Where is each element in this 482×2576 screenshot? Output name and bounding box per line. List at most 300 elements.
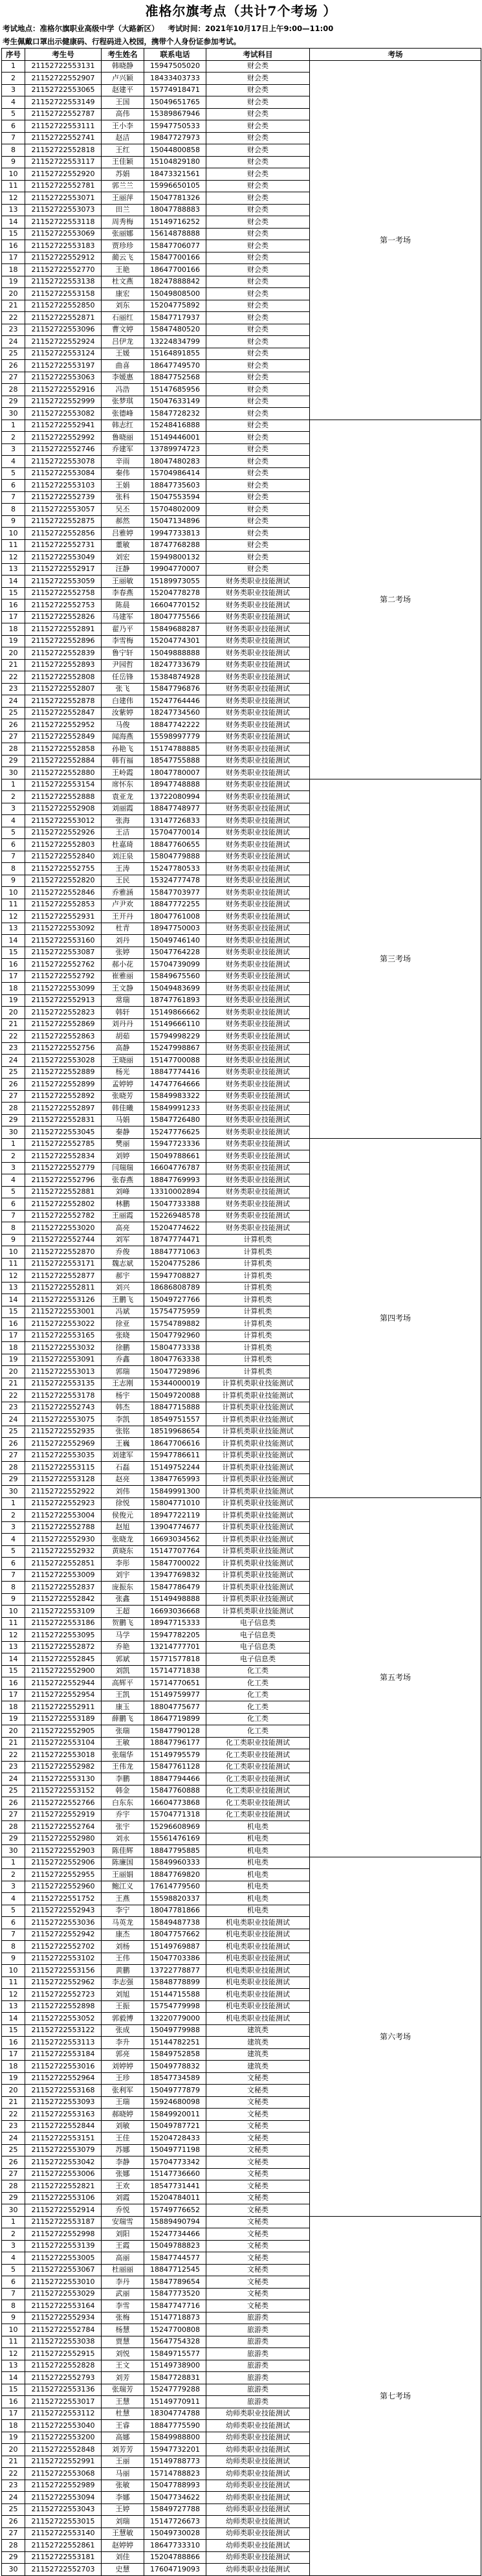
- phone-cell: 15049727766: [144, 1294, 206, 1306]
- table-row: [2, 1497, 481, 1510]
- name-cell: 王霞: [102, 2240, 144, 2252]
- name-cell: 王国: [102, 96, 144, 109]
- seq-cell: 22: [2, 1749, 25, 1762]
- candidate-id-cell: 21152722553128: [25, 1473, 102, 1486]
- name-cell: 席怀东: [102, 779, 144, 791]
- candidate-id-cell: 21152722553112: [25, 2408, 102, 2420]
- exam-time: 考试时间：2021年10月17日上午9:00—11:00: [168, 24, 334, 33]
- seq-cell: 9: [2, 156, 25, 168]
- seq-cell: 1: [2, 60, 25, 73]
- name-cell: 刘东: [102, 300, 144, 312]
- subject-cell: 文秘类: [206, 2204, 310, 2217]
- phone-cell: 18047780007: [144, 767, 206, 779]
- name-cell: 刘丽霞: [102, 803, 144, 815]
- candidate-id-cell: 21152722552923: [25, 1497, 102, 1510]
- name-cell: 李升: [102, 2037, 144, 2049]
- candidate-id-cell: 21152722552877: [25, 1270, 102, 1282]
- candidate-id-cell: 21152722552739: [25, 491, 102, 504]
- phone-cell: 18647719899: [144, 1713, 206, 1725]
- subject-cell: 财会类: [206, 480, 310, 492]
- table-row: [2, 420, 481, 432]
- phone-cell: 18847794466: [144, 1773, 206, 1786]
- phone-cell: 15204775286: [144, 1258, 206, 1270]
- subject-cell: 文秘类: [206, 2240, 310, 2252]
- phone-cell: 15047781326: [144, 192, 206, 205]
- seq-cell: 19: [2, 1713, 25, 1725]
- phone-cell: 15049787721: [144, 2120, 206, 2133]
- phone-cell: 16604770152: [144, 599, 206, 612]
- phone-cell: 18647700166: [144, 264, 206, 276]
- seq-cell: 18: [2, 623, 25, 636]
- seq-cell: 30: [2, 2564, 25, 2576]
- candidate-id-cell: 21152722553139: [25, 2240, 102, 2252]
- phone-cell: 15049651765: [144, 96, 206, 109]
- phone-cell: 15049808500: [144, 288, 206, 300]
- name-cell: 李志强: [102, 1977, 144, 1989]
- seq-cell: 3: [2, 1521, 25, 1534]
- seq-cell: 10: [2, 1965, 25, 1977]
- name-cell: 乔鑫: [102, 1354, 144, 1366]
- subject-cell: 幼师类职业技能测试: [206, 2408, 310, 2420]
- subject-cell: 财会类: [206, 168, 310, 181]
- name-cell: 徐鹏: [102, 1342, 144, 1354]
- name-cell: 刘丹: [102, 935, 144, 947]
- name-cell: 王珍: [102, 2072, 144, 2085]
- name-cell: 樊丽: [102, 1138, 144, 1150]
- name-cell: 魏志斌: [102, 1258, 144, 1270]
- candidate-id-cell: 21152722552920: [25, 168, 102, 181]
- candidate-id-cell: 21152722552702: [25, 1941, 102, 1953]
- candidate-id-cell: 21152722552962: [25, 1977, 102, 1989]
- phone-cell: 15226948578: [144, 1210, 206, 1222]
- header-seq: 序号: [2, 49, 25, 61]
- name-cell: 韩志红: [102, 420, 144, 432]
- candidate-id-cell: 21152722553104: [25, 1737, 102, 1749]
- seq-cell: 16: [2, 959, 25, 971]
- seq-cell: 17: [2, 2408, 25, 2420]
- table-header-row: [2, 49, 481, 61]
- subject-cell: 财会类: [206, 360, 310, 372]
- seq-cell: 16: [2, 599, 25, 612]
- document-title: 准格尔旗考点（共计7个考场 ）: [145, 3, 337, 19]
- phone-cell: 18947722119: [144, 1510, 206, 1522]
- phone-cell: 15848778899: [144, 1977, 206, 1989]
- phone-cell: 15889490794: [144, 2216, 206, 2228]
- candidate-id-cell: 21152722552846: [25, 887, 102, 899]
- candidate-id-cell: 21152722553200: [25, 2432, 102, 2444]
- phone-cell: 13147726833: [144, 815, 206, 827]
- seq-cell: 29: [2, 2551, 25, 2564]
- subject-cell: 建筑类: [206, 2024, 310, 2037]
- seq-cell: 18: [2, 2061, 25, 2073]
- name-cell: 王晓丽: [102, 1055, 144, 1067]
- phone-cell: 18847769993: [144, 1174, 206, 1187]
- name-cell: 安瑞雪: [102, 2216, 144, 2228]
- phone-cell: 15149866662: [144, 1007, 206, 1019]
- candidate-id-cell: 21152722552917: [25, 563, 102, 576]
- seq-cell: 4: [2, 1534, 25, 1546]
- candidate-id-cell: 21152722552844: [25, 2120, 102, 2133]
- phone-cell: 15714770651: [144, 1677, 206, 1690]
- phone-cell: 18747768288: [144, 539, 206, 552]
- seq-cell: 10: [2, 1606, 25, 1618]
- subject-cell: 化工类职业技能测试: [206, 1749, 310, 1762]
- seq-cell: 21: [2, 659, 25, 671]
- name-cell: 王文: [102, 2360, 144, 2372]
- seq-cell: 18: [2, 1342, 25, 1354]
- name-cell: 王超: [102, 1606, 144, 1618]
- candidate-id-cell: 21152722553078: [25, 456, 102, 468]
- phone-cell: 15771577818: [144, 1653, 206, 1666]
- name-cell: 张海: [102, 815, 144, 827]
- candidate-id-cell: 21152722552834: [25, 1150, 102, 1163]
- name-cell: 赵亮: [102, 1473, 144, 1486]
- name-cell: 王敏: [102, 1737, 144, 1749]
- name-cell: 杜丽丽: [102, 2264, 144, 2276]
- seq-cell: 3: [2, 2240, 25, 2252]
- name-cell: 王红: [102, 144, 144, 157]
- phone-cell: 15149788773: [144, 2456, 206, 2468]
- name-cell: 刘杨: [102, 1941, 144, 1953]
- name-cell: 乔建军: [102, 443, 144, 456]
- seq-cell: 5: [2, 1905, 25, 1917]
- seq-cell: 1: [2, 1138, 25, 1150]
- name-cell: 刘峰: [102, 1186, 144, 1198]
- phone-cell: 15049778832: [144, 2061, 206, 2073]
- seq-cell: 11: [2, 2336, 25, 2348]
- name-cell: 张成: [102, 2024, 144, 2037]
- seq-cell: 14: [2, 216, 25, 229]
- candidate-id-cell: 21152722552980: [25, 1833, 102, 1845]
- candidate-id-cell: 21152722553059: [25, 576, 102, 588]
- candidate-id-cell: 21152722553015: [25, 2516, 102, 2528]
- seq-cell: 5: [2, 1545, 25, 1558]
- seq-cell: 9: [2, 1234, 25, 1246]
- seq-cell: 4: [2, 1893, 25, 1905]
- subject-cell: 化工类: [206, 1677, 310, 1690]
- seq-cell: 30: [2, 1126, 25, 1139]
- candidate-id-cell: 21152722552743: [25, 1402, 102, 1414]
- name-cell: 王佳: [102, 2133, 144, 2145]
- name-cell: 高伟: [102, 108, 144, 120]
- phone-cell: 13722778877: [144, 1965, 206, 1977]
- subject-cell: 财务类职业技能测试: [206, 671, 310, 684]
- candidate-id-cell: 21152722553005: [25, 2252, 102, 2265]
- phone-cell: 15344000019: [144, 1378, 206, 1390]
- name-cell: 李娜: [102, 2492, 144, 2504]
- subject-cell: 计算机类: [206, 1246, 310, 1259]
- name-cell: 薛鹏飞: [102, 1713, 144, 1725]
- subject-cell: 财会类: [206, 408, 310, 420]
- candidate-id-cell: 21152722552872: [25, 1641, 102, 1653]
- name-cell: 张晓: [102, 1330, 144, 1342]
- name-cell: 刘军: [102, 1234, 144, 1246]
- candidate-id-cell: 21152722553096: [25, 324, 102, 336]
- subject-cell: 机电类: [206, 1881, 310, 1893]
- candidate-id-cell: 21152722553029: [25, 2288, 102, 2300]
- candidate-id-cell: 21152722553040: [25, 2420, 102, 2432]
- phone-cell: 18519968654: [144, 1426, 206, 1438]
- seq-cell: 17: [2, 252, 25, 264]
- name-cell: 苏娟: [102, 168, 144, 181]
- phone-cell: 15248416888: [144, 420, 206, 432]
- candidate-id-cell: 21152722552840: [25, 851, 102, 863]
- candidate-id-cell: 21152722552875: [25, 515, 102, 528]
- phone-cell: 15849688287: [144, 623, 206, 636]
- candidate-id-cell: 21152722552935: [25, 1426, 102, 1438]
- phone-cell: 15047788993: [144, 2480, 206, 2492]
- name-cell: 崔雅丽: [102, 970, 144, 983]
- seq-cell: 2: [2, 432, 25, 444]
- candidate-id-cell: 21152722552913: [25, 994, 102, 1007]
- subject-cell: 机电类职业技能测试: [206, 2000, 310, 2013]
- exam-room-cell: 第五考场: [310, 1497, 481, 1857]
- candidate-id-cell: 21152722552820: [25, 875, 102, 887]
- seq-cell: 1: [2, 2216, 25, 2228]
- phone-cell: 15849752858: [144, 2048, 206, 2061]
- candidate-id-cell: 21152722552784: [25, 2324, 102, 2336]
- seq-cell: 15: [2, 1306, 25, 1318]
- subject-cell: 计算机类职业技能测试: [206, 1510, 310, 1522]
- candidate-id-cell: 21152722553043: [25, 2503, 102, 2516]
- name-cell: 高静: [102, 1042, 144, 1055]
- phone-cell: 18047775566: [144, 611, 206, 623]
- name-cell: 王开丹: [102, 911, 144, 923]
- candidate-id-cell: 21152722553135: [25, 1378, 102, 1390]
- candidate-id-cell: 21152722552991: [25, 2456, 102, 2468]
- subject-cell: 文秘类: [206, 2228, 310, 2241]
- candidate-id-cell: 21152722553012: [25, 815, 102, 827]
- seq-cell: 23: [2, 2120, 25, 2133]
- candidate-id-cell: 21152722552851: [25, 1558, 102, 1570]
- subject-cell: 财务类职业技能测试: [206, 935, 310, 947]
- seq-cell: 26: [2, 1079, 25, 1091]
- candidate-id-cell: 21152722552731: [25, 539, 102, 552]
- candidate-id-cell: 21152722553151: [25, 2133, 102, 2145]
- seq-cell: 18: [2, 2420, 25, 2432]
- name-cell: 刘佳: [102, 2551, 144, 2564]
- name-cell: 吴丕: [102, 504, 144, 516]
- candidate-id-cell: 21152722552808: [25, 671, 102, 684]
- phone-cell: 15847773520: [144, 2288, 206, 2300]
- seq-cell: 18: [2, 264, 25, 276]
- phone-cell: 18547755888: [144, 755, 206, 767]
- candidate-id-cell: 21152722553130: [25, 1773, 102, 1786]
- name-cell: 吕伊龙: [102, 336, 144, 348]
- subject-cell: 计算机类: [206, 1366, 310, 1378]
- subject-cell: 建筑类: [206, 2061, 310, 2073]
- subject-cell: 财会类: [206, 288, 310, 300]
- candidate-id-cell: 21152722553049: [25, 552, 102, 564]
- candidate-id-cell: 21152722552915: [25, 2348, 102, 2360]
- phone-cell: 15247734466: [144, 2228, 206, 2241]
- seq-cell: 23: [2, 324, 25, 336]
- subject-cell: 计算机类职业技能测试: [206, 1545, 310, 1558]
- subject-cell: 财务类职业技能测试: [206, 887, 310, 899]
- subject-cell: 机电类职业技能测试: [206, 1977, 310, 1989]
- candidate-id-cell: 21152722553152: [25, 1785, 102, 1797]
- phone-cell: 15849675560: [144, 970, 206, 983]
- name-cell: 王媛: [102, 348, 144, 360]
- header-phone: 联系电话: [144, 49, 206, 61]
- seq-cell: 27: [2, 372, 25, 384]
- subject-cell: 电子信息类: [206, 1641, 310, 1653]
- roster-body: [2, 60, 481, 2575]
- seq-cell: 2: [2, 1510, 25, 1522]
- subject-cell: 旅游类: [206, 2324, 310, 2336]
- name-cell: 蔺云飞: [102, 252, 144, 264]
- seq-cell: 3: [2, 84, 25, 96]
- name-cell: 苏娜: [102, 2144, 144, 2156]
- candidate-id-cell: 21152722553057: [25, 504, 102, 516]
- seq-cell: 2: [2, 2228, 25, 2241]
- subject-cell: 财务类职业技能测试: [206, 1138, 310, 1150]
- seq-cell: 6: [2, 480, 25, 492]
- seq-cell: 5: [2, 1186, 25, 1198]
- candidate-id-cell: 21152722552861: [25, 2540, 102, 2552]
- name-cell: 董敏: [102, 539, 144, 552]
- seq-cell: 19: [2, 635, 25, 647]
- name-cell: 常瑞: [102, 994, 144, 1007]
- candidate-id-cell: 21152722552758: [25, 587, 102, 599]
- seq-cell: 11: [2, 1258, 25, 1270]
- phone-cell: 18647706616: [144, 1438, 206, 1450]
- name-cell: 周秀梅: [102, 216, 144, 229]
- seq-cell: 8: [2, 144, 25, 157]
- phone-cell: 18304774788: [144, 2408, 206, 2420]
- subject-cell: 财务类职业技能测试: [206, 851, 310, 863]
- seq-cell: 2: [2, 73, 25, 85]
- candidate-id-cell: 21152722552931: [25, 911, 102, 923]
- candidate-id-cell: 21152722552842: [25, 1593, 102, 1606]
- phone-cell: 17604719093: [144, 2564, 206, 2576]
- name-cell: 卢兴颖: [102, 73, 144, 85]
- name-cell: 马学: [102, 1630, 144, 1642]
- candidate-id-cell: 21152722552811: [25, 1282, 102, 1294]
- subject-cell: 财务类职业技能测试: [206, 815, 310, 827]
- seq-cell: 20: [2, 1007, 25, 1019]
- phone-cell: 15849991300: [144, 1486, 206, 1498]
- phone-cell: 15754779998: [144, 2000, 206, 2013]
- seq-cell: 21: [2, 300, 25, 312]
- phone-cell: 18847748977: [144, 803, 206, 815]
- subject-cell: 计算机类: [206, 1234, 310, 1246]
- phone-cell: 15849920011: [144, 2109, 206, 2121]
- subject-cell: 文秘类: [206, 2180, 310, 2193]
- subject-cell: 文秘类: [206, 2133, 310, 2145]
- candidate-id-cell: 21152722552847: [25, 707, 102, 719]
- seq-cell: 20: [2, 647, 25, 660]
- candidate-id-cell: 21152722552871: [25, 312, 102, 324]
- phone-cell: 18247734560: [144, 707, 206, 719]
- subject-cell: 财会类: [206, 132, 310, 144]
- seq-cell: 13: [2, 2360, 25, 2372]
- candidate-id-cell: 21152722552766: [25, 1797, 102, 1809]
- subject-cell: 机电类: [206, 1869, 310, 1881]
- phone-cell: 15704773342: [144, 2156, 206, 2169]
- name-cell: 孟婷婷: [102, 1079, 144, 1091]
- phone-cell: 15147726673: [144, 2516, 206, 2528]
- candidate-id-cell: 21152722553163: [25, 2109, 102, 2121]
- candidate-id-cell: 21152722553006: [25, 2168, 102, 2180]
- name-cell: 王鹏飞: [102, 1294, 144, 1306]
- name-cell: 卢尹欢: [102, 899, 144, 911]
- seq-cell: 15: [2, 1665, 25, 1677]
- phone-cell: 15049777879: [144, 2085, 206, 2097]
- phone-cell: 15614878888: [144, 228, 206, 240]
- phone-cell: 15049746140: [144, 935, 206, 947]
- seq-cell: 14: [2, 2372, 25, 2384]
- seq-cell: 27: [2, 2527, 25, 2540]
- seq-cell: 14: [2, 935, 25, 947]
- candidate-id-cell: 21152722553168: [25, 2085, 102, 2097]
- name-cell: 石磊: [102, 1462, 144, 1474]
- seq-cell: 24: [2, 1414, 25, 1426]
- phone-cell: 15149769887: [144, 1941, 206, 1953]
- seq-cell: 10: [2, 168, 25, 181]
- candidate-id-cell: 21152722552891: [25, 623, 102, 636]
- candidate-id-cell: 21152722553117: [25, 156, 102, 168]
- name-cell: 郭瑞: [102, 1366, 144, 1378]
- seq-cell: 20: [2, 288, 25, 300]
- subject-cell: 财务类职业技能测试: [206, 899, 310, 911]
- candidate-id-cell: 21152722553160: [25, 935, 102, 947]
- seq-cell: 6: [2, 1917, 25, 1929]
- table-row: [2, 2216, 481, 2228]
- phone-cell: 15924680098: [144, 2096, 206, 2109]
- seq-cell: 15: [2, 2024, 25, 2037]
- candidate-id-cell: 21152722552753: [25, 599, 102, 612]
- seq-cell: 8: [2, 1941, 25, 1953]
- candidate-id-cell: 21152722552914: [25, 2204, 102, 2217]
- name-cell: 王慧: [102, 2396, 144, 2408]
- subject-cell: 财会类: [206, 96, 310, 109]
- phone-cell: 15047733388: [144, 1198, 206, 1211]
- table-row: [2, 1857, 481, 1869]
- name-cell: 石丽红: [102, 312, 144, 324]
- subject-cell: 机电类: [206, 1821, 310, 1833]
- subject-cell: 计算机类职业技能测试: [206, 1606, 310, 1618]
- subject-cell: 财会类: [206, 240, 310, 252]
- subject-cell: 财务类职业技能测试: [206, 1114, 310, 1126]
- candidate-id-cell: 21152722552764: [25, 1821, 102, 1833]
- candidate-id-cell: 21152722552856: [25, 528, 102, 540]
- name-cell: 闻海燕: [102, 731, 144, 743]
- phone-cell: 15149770911: [144, 2396, 206, 2408]
- name-cell: 徐悦: [102, 1497, 144, 1510]
- subject-cell: 财务类职业技能测试: [206, 1066, 310, 1079]
- name-cell: 王岭霞: [102, 767, 144, 779]
- candidate-id-cell: 21152722553154: [25, 779, 102, 791]
- seq-cell: 29: [2, 1473, 25, 1486]
- name-cell: 刘敏: [102, 2120, 144, 2133]
- subject-cell: 化工类职业技能测试: [206, 1797, 310, 1809]
- candidate-roster-table: [1, 48, 481, 2576]
- phone-cell: 18947748888: [144, 779, 206, 791]
- name-cell: 冯斌: [102, 1306, 144, 1318]
- name-cell: 刘旭: [102, 1989, 144, 2001]
- phone-cell: 15384874928: [144, 671, 206, 684]
- phone-cell: 13947769832: [144, 1569, 206, 1582]
- candidate-id-cell: 21152722552888: [25, 791, 102, 803]
- subject-cell: 文秘类: [206, 2168, 310, 2180]
- candidate-id-cell: 21152722552803: [25, 839, 102, 851]
- candidate-id-cell: 21152722553020: [25, 1222, 102, 1235]
- subject-cell: 幼师类职业技能测试: [206, 2468, 310, 2480]
- name-cell: 王小李: [102, 120, 144, 133]
- name-cell: 韩有福: [102, 755, 144, 767]
- seq-cell: 7: [2, 851, 25, 863]
